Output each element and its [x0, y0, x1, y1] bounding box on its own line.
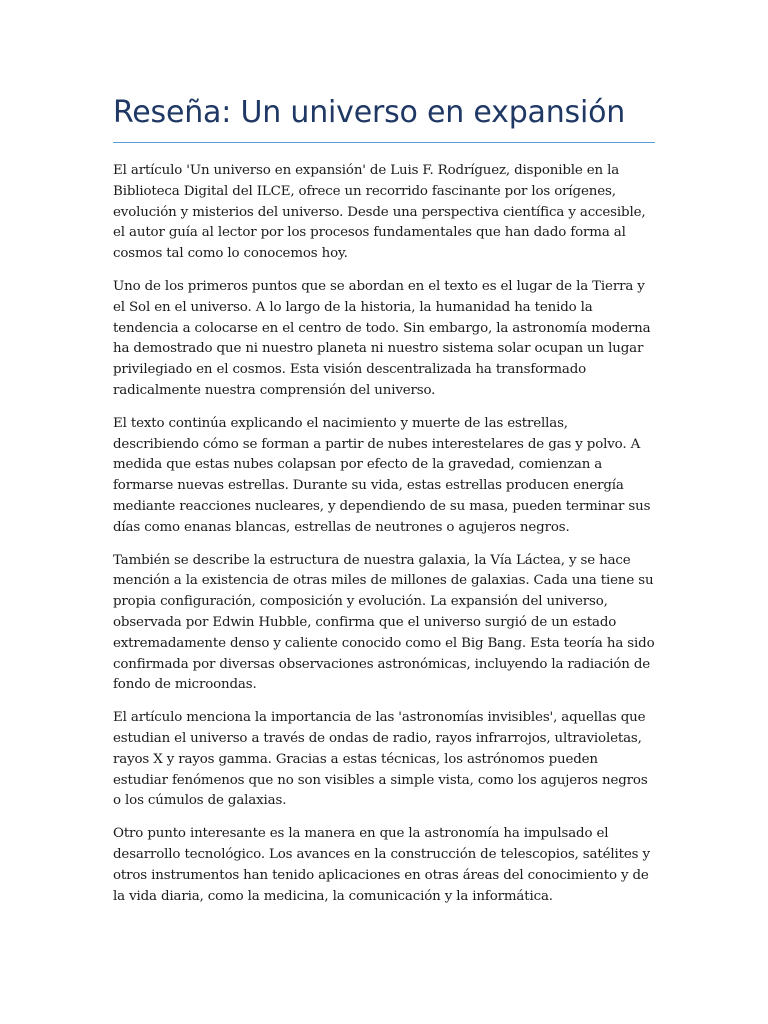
paragraph-earth-sun: Uno de los primeros puntos que se abordan en el texto es el lugar de la Tierra y el Sol en el universo. A lo largo de la historia, la humanidad ha tenido la tendencia a colocarse en el centro de todo. Sin embargo, la astronomía moderna ha demostrado que ni nuestro planeta ni nuestro sistema solar ocupan un lugar privilegiado en el cosmos. Esta visión descentralizada ha transformado radicalmente nuestra comprensión del universo. — [113, 278, 651, 398]
title-underline-rule — [113, 142, 655, 143]
paragraph-technology: Otro punto interesante es la manera en que la astronomía ha impulsado el desarrollo tecnológico. Los avances en la construcción de telescopios, satélites y otros instrumentos han tenido aplicaciones en otras áreas del conocimiento y de la vida diaria, como la medicina, la comunicación y la informática. — [113, 826, 650, 904]
document-body — [113, 92, 655, 919]
paragraph-invisible-astronomy: El artículo menciona la importancia de las 'astronomías invisibles', aquellas que estudian el universo a través de ondas de radio, rayos infrarrojos, ultravioletas, rayos X y rayos gamma. Gracias a estas técnicas, los astrónomos pueden estudiar fenómenos que no son visibles a simple vista, como los agujeros negros o los cúmulos de galaxias. — [113, 710, 648, 809]
paragraph-intro: El artículo 'Un universo en expansión' de Luis F. Rodríguez, disponible en la Biblioteca Digital del ILCE, ofrece un recorrido fascinante por los orígenes, evolución y misterios del universo. Desde una perspectiva científica y accesible, el autor guía al lector por los procesos fundamentales que han dado forma al cosmos tal como lo conocemos hoy. — [113, 163, 646, 262]
paragraph-galaxy: También se describe la estructura de nuestra galaxia, la Vía Láctea, y se hace mención a la existencia de otras miles de millones de galaxias. Cada una tiene su propia configuración, composición y evolución. La expansión del universo, observada por Edwin Hubble, confirma que el universo surgió de un estado extremadamente denso y caliente conocido como el Big Bang. Esta teoría ha sido confirmada por diversas observaciones astronómicas, incluyendo la radiación de fondo de microondas. — [113, 552, 655, 693]
document-title: Reseña: Un universo en expansión — [113, 95, 626, 130]
paragraph-stars: El texto continúa explicando el nacimiento y muerte de las estrellas, describiendo cómo se forman a partir de nubes interestelares de gas y polvo. A medida que estas nubes colapsan por efecto de la gravedad, comienzan a formarse nuevas estrellas. Durante su vida, estas estrellas producen energía mediante reacciones nucleares, y dependiendo de su masa, pueden terminar sus días como enanas blancas, estrellas de neutrones o agujeros negros. — [113, 415, 651, 535]
